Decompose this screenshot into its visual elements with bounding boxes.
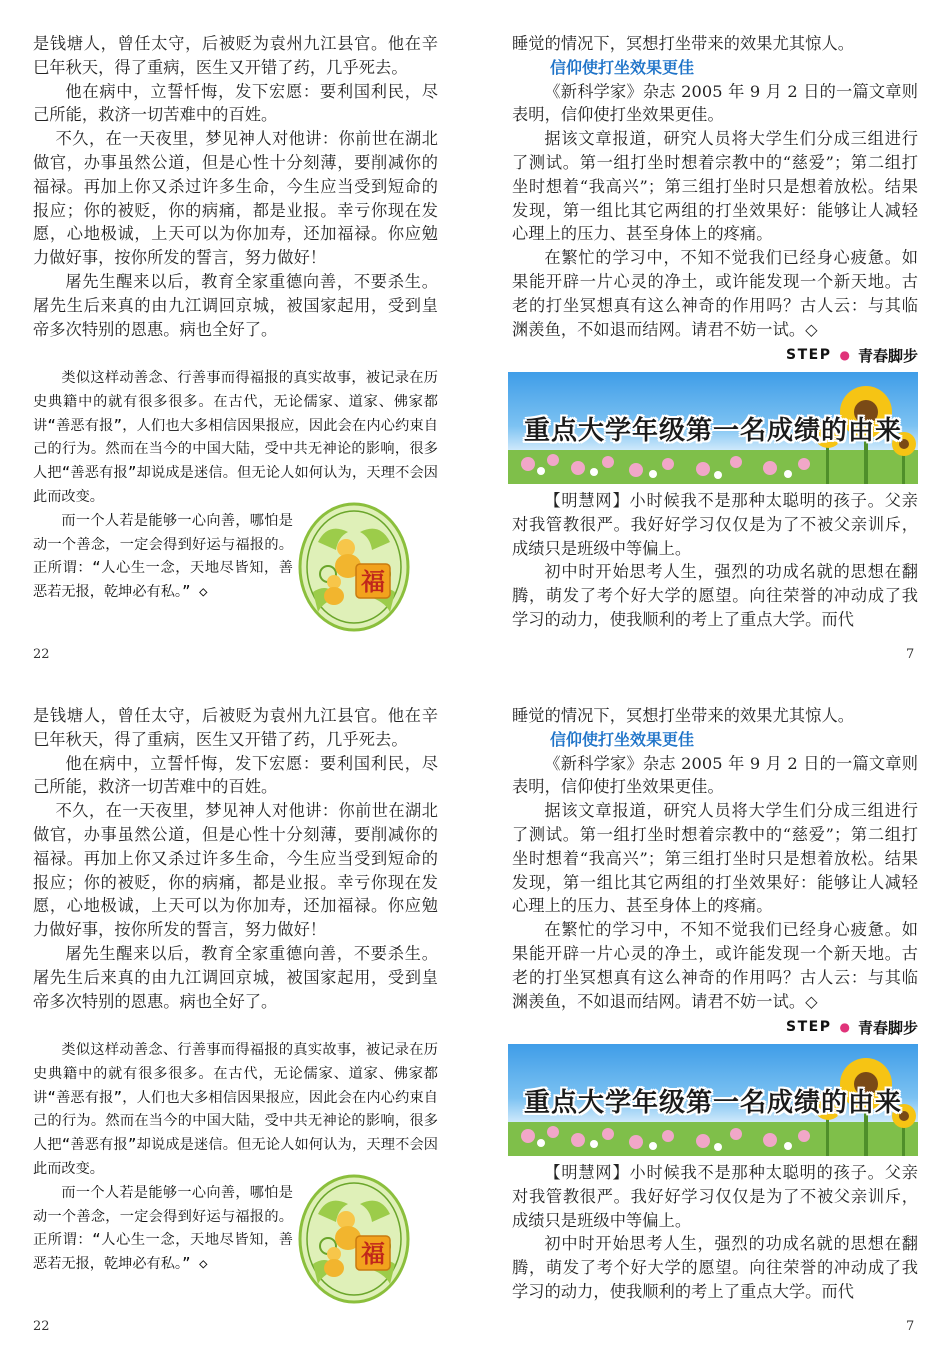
page-number: 22 — [33, 647, 50, 662]
emblem-char: 福 — [361, 1240, 385, 1268]
banner-title: 重点大学年级第一名成绩的由来 — [523, 1088, 902, 1118]
column-label — [512, 1015, 918, 1039]
left-paragraph: 是钱塘人，曾任太守，后被贬为袁州九江县官。他在辛巳年秋天，得了重病，医生又开错了药，几乎死去。 — [33, 34, 438, 77]
banner-title: 重点大学年级第一名成绩的由来 — [523, 416, 902, 446]
left-page-body — [33, 32, 438, 341]
right-paragraph: 在繁忙的学习中，不知不觉我们已经身心疲惫。如果能开辟一片心灵的净土，或许能发现一个新天地。古老的打坐冥想真有这么神奇的作用吗？古人云：与其临渊羡鱼，不如退而结网。请君不妨一试。◇ — [512, 920, 918, 1011]
fu-gourd-emblem-icon — [298, 1174, 410, 1304]
callout-paragraph: 类似这样动善念、行善事而得福报的真实故事，被记录在历史典籍中的就有很多很多。在古代，无论儒家、道家、佛家都讲“善恶有报”，人们也大多相信因果报应，因此会在内心约束自己的行为。然而在当今的中国大陆，受中共无神论的影响，很多人把“善恶有报”却说成是迷信。但无论人如何认为，天理不会因此而改变。 — [33, 370, 438, 505]
spread-top — [0, 0, 950, 672]
page-number: 7 — [906, 1319, 915, 1334]
right-paragraph: 初中时开始思考人生，强烈的功成名就的思想在翻腾，萌发了考个好大学的愿望。向往荣誉的冲动成了我学习的动力，使我顺利的考上了重点大学。而代 — [512, 1234, 918, 1301]
page-number: 22 — [33, 1319, 50, 1334]
callout-paragraph: 类似这样动善念、行善事而得福报的真实故事，被记录在历史典籍中的就有很多很多。在古代，无论儒家、道家、佛家都讲“善恶有报”，人们也大多相信因果报应，因此会在内心约束自己的行为。然而在当今的中国大陆，受中共无神论的影响，很多人把“善恶有报”却说成是迷信。但无论人如何认为，天理不会因此而改变。 — [33, 1042, 438, 1177]
right-page-upper — [512, 704, 918, 1013]
left-paragraph: 屠先生醒来以后，教育全家重德向善，不要杀生。屠先生后来真的由九江调回京城，被国家起用，受到皇帝多次特别的恩惠。病也全好了。 — [33, 943, 438, 1011]
section-heading: 信仰使打坐效果更佳 — [550, 57, 695, 77]
step-category: 青春脚步 — [857, 346, 918, 365]
right-paragraph: 在繁忙的学习中，不知不觉我们已经身心疲惫。如果能开辟一片心灵的净土，或许能发现一个新天地。古老的打坐冥想真有这么神奇的作用吗？古人云：与其临渊羡鱼，不如退而结网。请君不妨一试。◇ — [512, 248, 918, 339]
bullet-dot-icon: ● — [839, 1020, 850, 1034]
right-paragraph: 【明慧网】小时候我不是那种太聪明的孩子。父亲对我管教很严。我好好学习仅仅是为了不被父亲训斥，成绩只是班级中等偏上。 — [512, 1163, 918, 1230]
left-paragraph: 是钱塘人，曾任太守，后被贬为袁州九江县官。他在辛巳年秋天，得了重病，医生又开错了药，几乎死去。 — [33, 706, 438, 749]
right-paragraph: 《新科学家》杂志 2005 年 9 月 2 日的一篇文章则表明，信仰使打坐效果更佳。 — [512, 753, 918, 797]
right-page-lower — [512, 489, 918, 632]
article-banner — [508, 372, 918, 484]
right-paragraph: 睡觉的情况下，冥想打坐带来的效果尤其惊人。 — [512, 34, 855, 53]
left-paragraph: 屠先生醒来以后，教育全家重德向善，不要杀生。屠先生后来真的由九江调回京城，被国家起用，受到皇帝多次特别的恩惠。病也全好了。 — [33, 271, 438, 339]
page-number: 7 — [906, 647, 915, 662]
right-paragraph: 《新科学家》杂志 2005 年 9 月 2 日的一篇文章则表明，信仰使打坐效果更佳。 — [512, 81, 918, 125]
right-paragraph: 【明慧网】小时候我不是那种太聪明的孩子。父亲对我管教很严。我好好学习仅仅是为了不被父亲训斥，成绩只是班级中等偏上。 — [512, 491, 918, 558]
spread-bottom — [0, 672, 950, 1344]
right-paragraph: 据该文章报道，研究人员将大学生们分成三组进行了测试。第一组打坐时想着宗教中的“慈爱”；第二组打坐时想着“我高兴”；第三组打坐时只是想着放松。结果发现，第一组比其它两组的打坐效果好：能够让人减轻心理上的压力、甚至身体上的疼痛。 — [512, 129, 918, 244]
emblem-char: 福 — [361, 568, 385, 596]
bullet-dot-icon: ● — [839, 348, 850, 362]
callout-paragraph: 而一个人若是能够一心向善，哪怕是动一个善念，一定会得到好运与福报的。正所谓：“人心生一念，天地尽皆知，善恶若无报，乾坤必有私。” ◇ — [33, 1184, 293, 1273]
right-page-lower — [512, 1161, 918, 1304]
left-paragraph: 不久，在一天夜里，梦见神人对他讲：你前世在湖北做官，办事虽然公道，但是心性十分刻薄，要削减你的福禄。再加上你又杀过许多生命，今生应当受到短命的报应；你的被贬，你的病痛，都是业报。幸亏你现在发愿，心地极诚，上天可以为你加寿，还加福禄。你应勉力做好事，按你所发的誓言，努力做好！ — [33, 801, 438, 940]
right-paragraph: 初中时开始思考人生，强烈的功成名就的思想在翻腾，萌发了考个好大学的愿望。向往荣誉的冲动成了我学习的动力，使我顺利的考上了重点大学。而代 — [512, 562, 918, 629]
step-label: STEP — [786, 1019, 832, 1035]
article-banner — [508, 1044, 918, 1156]
fu-gourd-emblem-icon — [298, 502, 410, 632]
step-category: 青春脚步 — [857, 1018, 918, 1037]
left-paragraph: 不久，在一天夜里，梦见神人对他讲：你前世在湖北做官，办事虽然公道，但是心性十分刻薄，要削减你的福禄。再加上你又杀过许多生命，今生应当受到短命的报应；你的被贬，你的病痛，都是业报。幸亏你现在发愿，心地极诚，上天可以为你加寿，还加福禄。你应勉力做好事，按你所发的誓言，努力做好！ — [33, 129, 438, 268]
right-paragraph: 睡觉的情况下，冥想打坐带来的效果尤其惊人。 — [512, 706, 855, 725]
column-label — [512, 343, 918, 367]
left-paragraph: 他在病中，立誓忏悔，发下宏愿：要利国利民，尽己所能，救济一切苦难中的百姓。 — [33, 81, 438, 125]
callout-paragraph: 而一个人若是能够一心向善，哪怕是动一个善念，一定会得到好运与福报的。正所谓：“人心生一念，天地尽皆知，善恶若无报，乾坤必有私。” ◇ — [33, 512, 293, 601]
left-paragraph: 他在病中，立誓忏悔，发下宏愿：要利国利民，尽己所能，救济一切苦难中的百姓。 — [33, 753, 438, 797]
left-page-body — [33, 704, 438, 1013]
right-paragraph: 据该文章报道，研究人员将大学生们分成三组进行了测试。第一组打坐时想着宗教中的“慈爱”；第二组打坐时想着“我高兴”；第三组打坐时只是想着放松。结果发现，第一组比其它两组的打坐效果好：能够让人减轻心理上的压力、甚至身体上的疼痛。 — [512, 801, 918, 916]
right-page-upper — [512, 32, 918, 341]
step-label: STEP — [786, 347, 832, 363]
section-heading: 信仰使打坐效果更佳 — [550, 729, 695, 749]
